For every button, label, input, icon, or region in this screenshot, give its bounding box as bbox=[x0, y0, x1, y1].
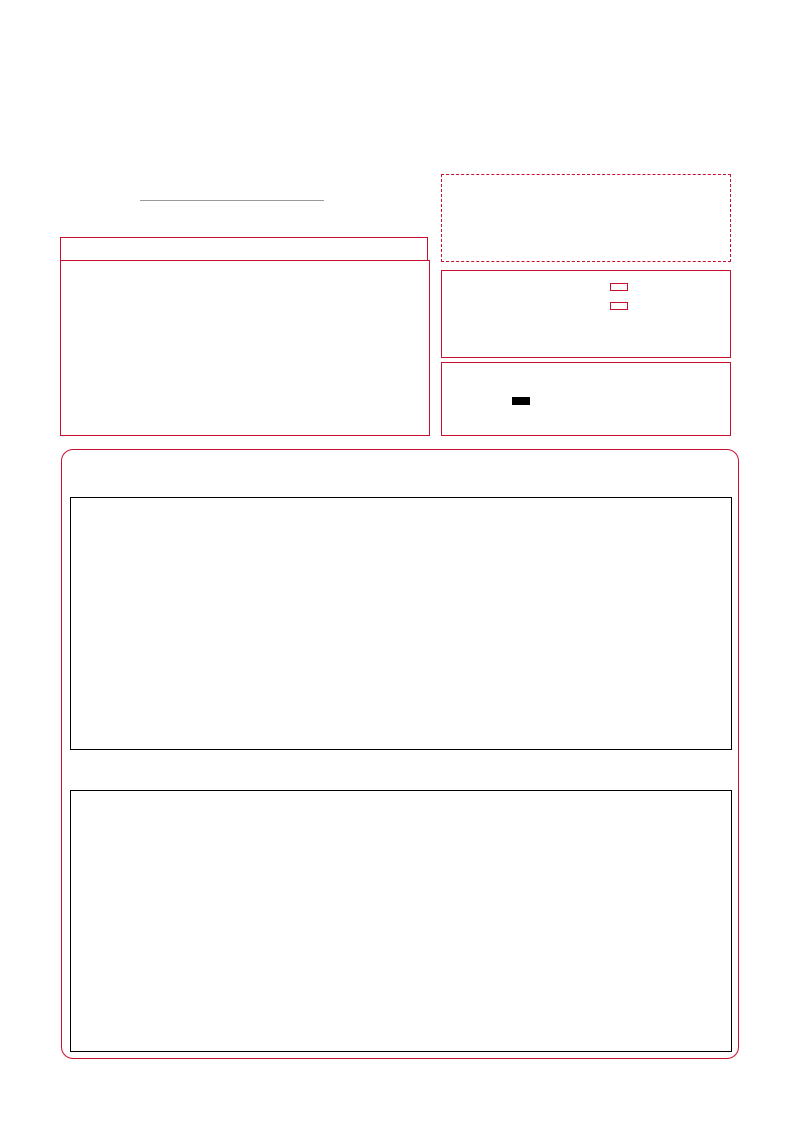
absent-mark-box[interactable] bbox=[610, 283, 628, 291]
choice-answer-area bbox=[70, 497, 732, 750]
examinee-no-fill-box bbox=[441, 270, 731, 358]
fill-sample-box bbox=[441, 362, 731, 436]
barcode-area bbox=[441, 174, 731, 262]
correct-fill-sample bbox=[512, 397, 530, 405]
timing-marks-left bbox=[39, 0, 53, 1122]
notice-box bbox=[60, 260, 430, 436]
notice-title bbox=[60, 237, 428, 261]
timing-marks-top bbox=[52, 38, 749, 50]
exam-id-boxes[interactable] bbox=[156, 207, 419, 231]
violation-mark-box[interactable] bbox=[610, 302, 628, 310]
name-field[interactable] bbox=[140, 200, 324, 201]
written-answer-area[interactable] bbox=[70, 790, 732, 1052]
